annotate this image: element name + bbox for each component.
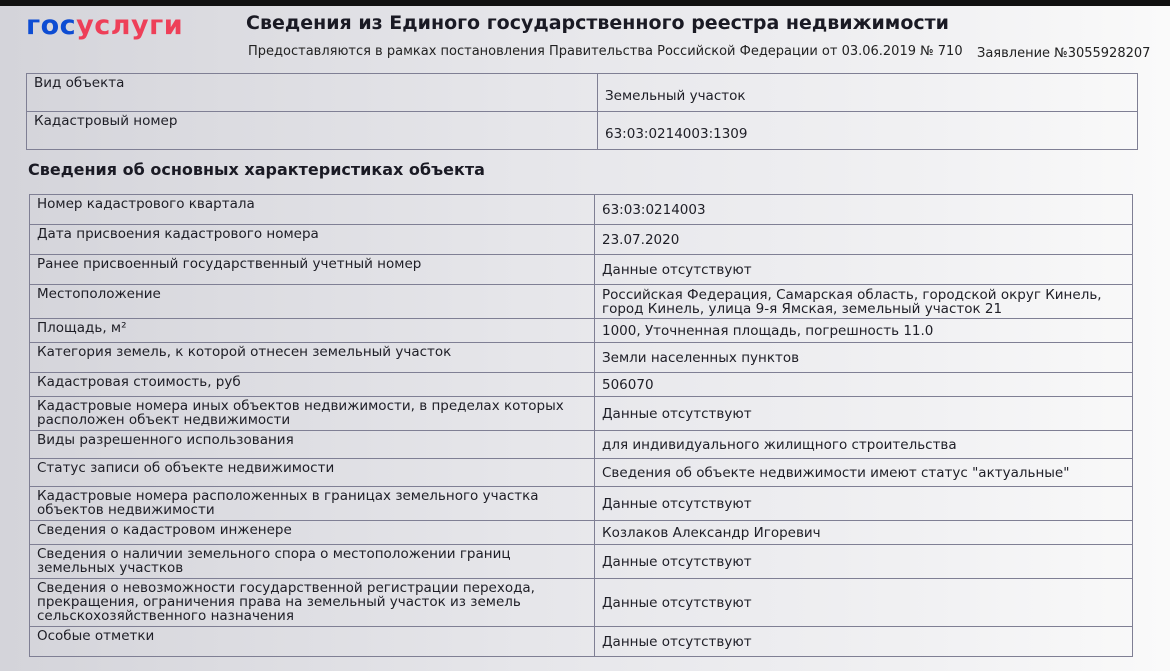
row-value: Земли населенных пунктов	[595, 343, 1133, 373]
section-title: Сведения об основных характеристиках объекта	[28, 160, 485, 179]
row-value: 63:03:0214003:1309	[598, 112, 1138, 150]
table-row	[30, 579, 1133, 627]
row-label: Площадь, м²	[30, 319, 595, 343]
table-row	[30, 373, 1133, 397]
table-row	[27, 74, 1138, 112]
row-value: Данные отсутствуют	[595, 255, 1133, 285]
table-row	[30, 255, 1133, 285]
table-row	[27, 112, 1138, 150]
row-value: Данные отсутствуют	[595, 487, 1133, 521]
row-label: Кадастровые номера иных объектов недвижимости, в пределах которых расположен объект недвижимости	[30, 397, 595, 431]
table-row	[30, 521, 1133, 545]
gosuslugi-logo: госуслуги	[26, 10, 184, 41]
row-value: для индивидуального жилищного строительства	[595, 431, 1133, 459]
table-row	[30, 285, 1133, 319]
row-value: 23.07.2020	[595, 225, 1133, 255]
row-label: Статус записи об объекте недвижимости	[30, 459, 595, 487]
row-label: Особые отметки	[30, 627, 595, 657]
table-row	[30, 397, 1133, 431]
row-label: Ранее присвоенный государственный учетный номер	[30, 255, 595, 285]
application-number: Заявление №3055928207	[977, 46, 1151, 61]
page-title: Сведения из Единого государственного реестра недвижимости	[246, 12, 949, 34]
row-label: Сведения о невозможности государственной регистрации перехода, прекращения, ограничения права на земельный участок из земель сельскохозяйственного назначения	[30, 579, 595, 627]
object-info-table	[26, 73, 1138, 150]
row-value: Данные отсутствуют	[595, 545, 1133, 579]
row-label: Местоположение	[30, 285, 595, 319]
row-label: Виды разрешенного использования	[30, 431, 595, 459]
row-label: Кадастровая стоимость, руб	[30, 373, 595, 397]
row-value: Сведения об объекте недвижимости имеют статус "актуальные"	[595, 459, 1133, 487]
row-value: Данные отсутствуют	[595, 397, 1133, 431]
row-label: Вид объекта	[27, 74, 598, 112]
table-row	[30, 487, 1133, 521]
row-value: Козлаков Александр Игоревич	[595, 521, 1133, 545]
top-bar	[0, 0, 1170, 6]
row-label: Номер кадастрового квартала	[30, 195, 595, 225]
row-label: Сведения о наличии земельного спора о местоположении границ земельных участков	[30, 545, 595, 579]
row-value: 1000, Уточненная площадь, погрешность 11.0	[595, 319, 1133, 343]
row-value: Данные отсутствуют	[595, 579, 1133, 627]
table-row	[30, 225, 1133, 255]
table-row	[30, 545, 1133, 579]
row-label: Категория земель, к которой отнесен земельный участок	[30, 343, 595, 373]
row-value: Данные отсутствуют	[595, 627, 1133, 657]
table-row	[30, 627, 1133, 657]
row-value: 63:03:0214003	[595, 195, 1133, 225]
row-value: 506070	[595, 373, 1133, 397]
row-value: Земельный участок	[598, 74, 1138, 112]
table-row	[30, 195, 1133, 225]
row-label: Сведения о кадастровом инженере	[30, 521, 595, 545]
table-row	[30, 431, 1133, 459]
row-label: Дата присвоения кадастрового номера	[30, 225, 595, 255]
table-row	[30, 343, 1133, 373]
page-subtitle: Предоставляются в рамках постановления Правительства Российской Федерации от 03.06.2019 № 710	[248, 44, 963, 59]
characteristics-table	[29, 194, 1133, 657]
row-label: Кадастровый номер	[27, 112, 598, 150]
table-row	[30, 459, 1133, 487]
row-label: Кадастровые номера расположенных в границах земельного участка объектов недвижимости	[30, 487, 595, 521]
row-value: Российская Федерация, Самарская область, городской округ Кинель, город Кинель, улица 9-я Ямская, земельный участок 21	[595, 285, 1133, 319]
table-row	[30, 319, 1133, 343]
